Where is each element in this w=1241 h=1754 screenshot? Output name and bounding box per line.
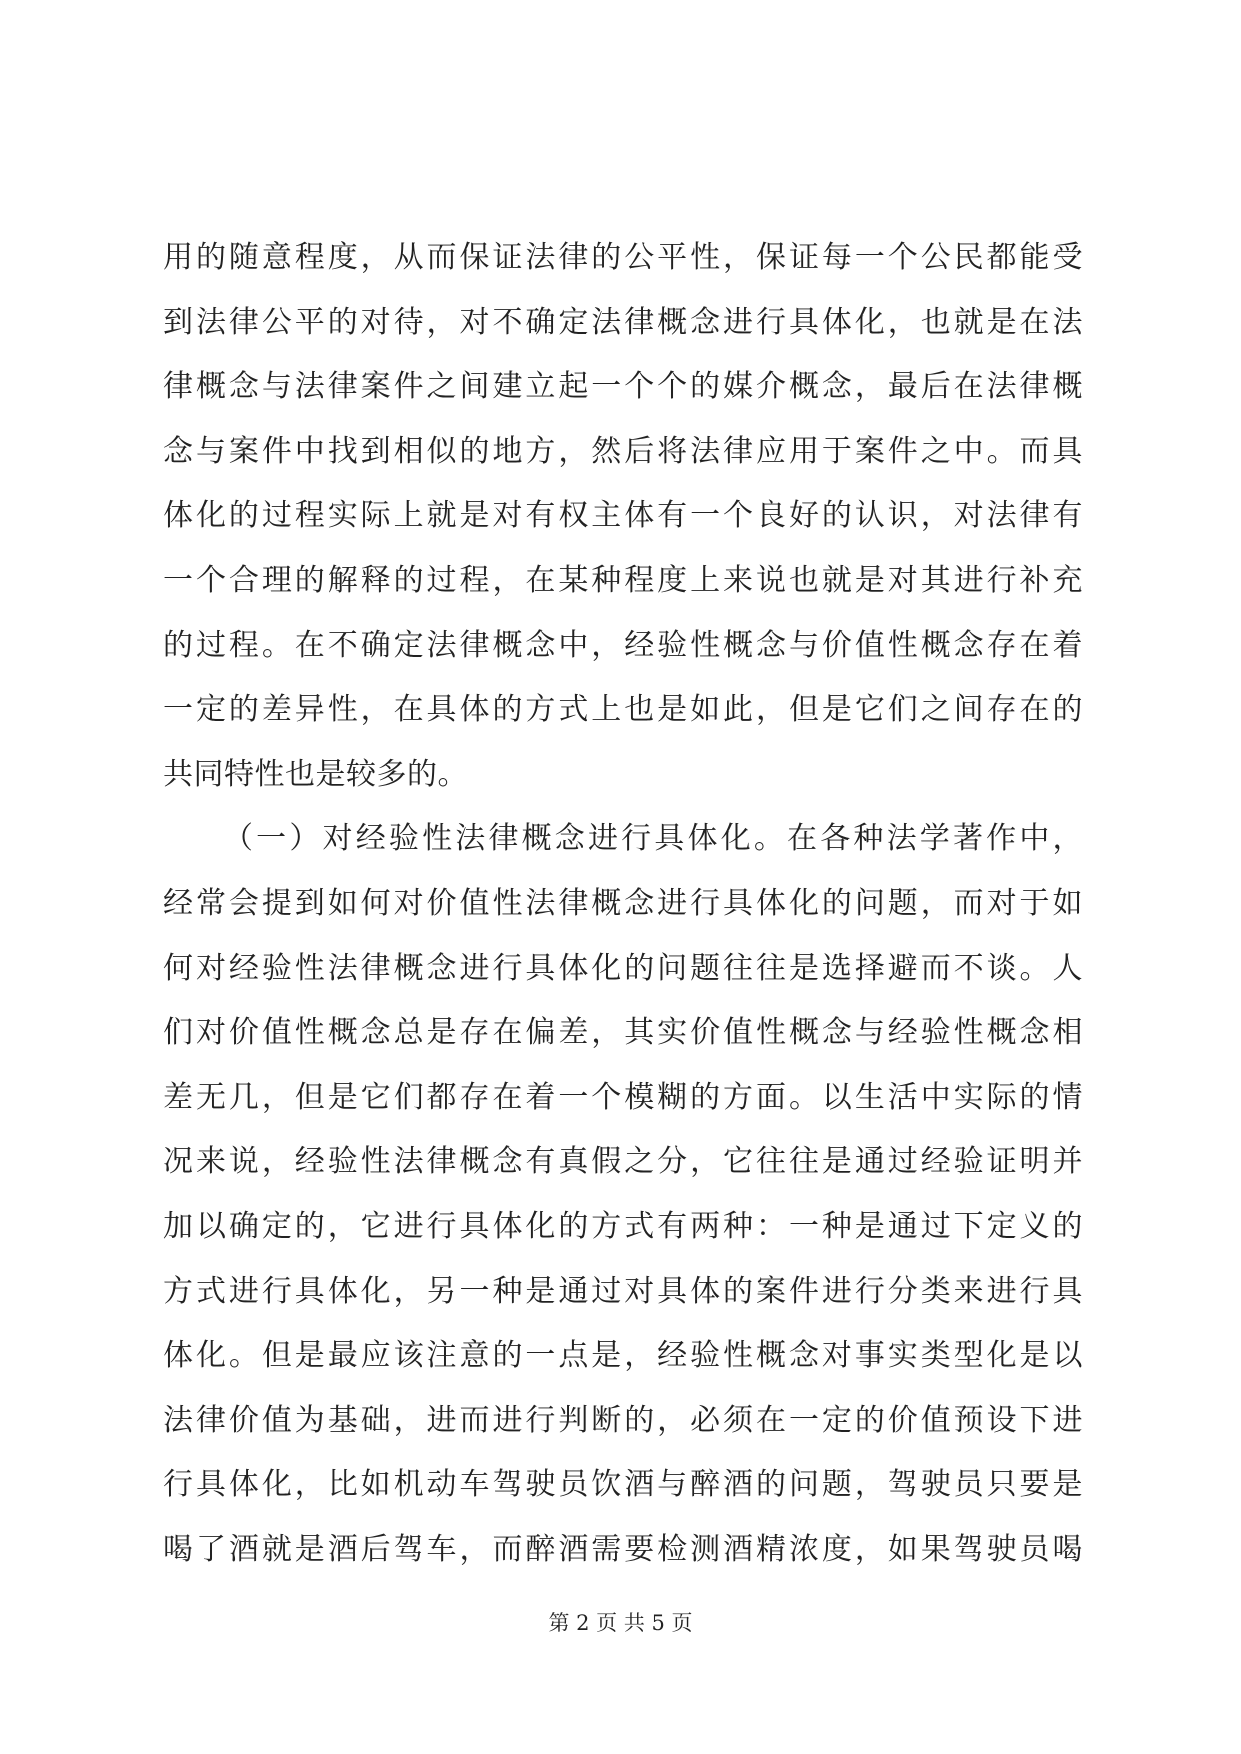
paragraph-line: 差无几，但是它们都存在着一个模糊的方面。以生活中实际的情 — [163, 1079, 1083, 1115]
paragraph-line: 一定的差异性，在具体的方式上也是如此，但是它们之间存在的 — [163, 692, 1083, 728]
paragraph-line: 共同特性也是较多的。 — [163, 756, 468, 792]
paragraph-line: 们对价值性概念总是存在偏差，其实价值性概念与经验性概念相 — [163, 1015, 1083, 1051]
page-footer — [0, 1608, 1241, 1638]
paragraph-line: 体化的过程实际上就是对有权主体有一个良好的认识，对法律有 — [163, 498, 1083, 534]
paragraph-1 — [163, 226, 1083, 807]
paragraph-line: 念与案件中找到相似的地方，然后将法律应用于案件之中。而具 — [163, 433, 1083, 469]
paragraph-line: 用的随意程度，从而保证法律的公平性，保证每一个公民都能受 — [163, 240, 1083, 275]
paragraph-line: 喝了酒就是酒后驾车，而醉酒需要检测酒精浓度，如果驾驶员喝 — [163, 1531, 1083, 1567]
paragraph-line: 经常会提到如何对价值性法律概念进行具体化的问题，而对于如 — [163, 885, 1083, 921]
paragraph-2 — [163, 807, 1083, 1582]
paragraph-line: 一个合理的解释的过程，在某种程度上来说也就是对其进行补充 — [163, 562, 1083, 598]
paragraph-line: 法律价值为基础，进而进行判断的，必须在一定的价值预设下进 — [163, 1402, 1083, 1438]
paragraph-line: 律概念与法律案件之间建立起一个个的媒介概念，最后在法律概 — [163, 369, 1083, 405]
page-number-label: 第 2 页 共 5 页 — [548, 1611, 693, 1635]
paragraph-line: 到法律公平的对待，对不确定法律概念进行具体化，也就是在法 — [163, 304, 1083, 340]
paragraph-line: 的过程。在不确定法律概念中，经验性概念与价值性概念存在着 — [163, 627, 1083, 663]
paragraph-line: 方式进行具体化，另一种是通过对具体的案件进行分类来进行具 — [163, 1273, 1083, 1309]
paragraph-line: （一）对经验性法律概念进行具体化。在各种法学著作中， — [223, 821, 1083, 857]
body-text — [163, 226, 1083, 1582]
paragraph-line: 何对经验性法律概念进行具体化的问题往往是选择避而不谈。人 — [163, 950, 1083, 986]
paragraph-line: 加以确定的，它进行具体化的方式有两种：一种是通过下定义的 — [163, 1208, 1083, 1244]
paragraph-line: 行具体化，比如机动车驾驶员饮酒与醉酒的问题，驾驶员只要是 — [163, 1467, 1083, 1503]
paragraph-line: 况来说，经验性法律概念有真假之分，它往往是通过经验证明并 — [163, 1144, 1083, 1180]
paragraph-line: 体化。但是最应该注意的一点是，经验性概念对事实类型化是以 — [163, 1338, 1083, 1374]
